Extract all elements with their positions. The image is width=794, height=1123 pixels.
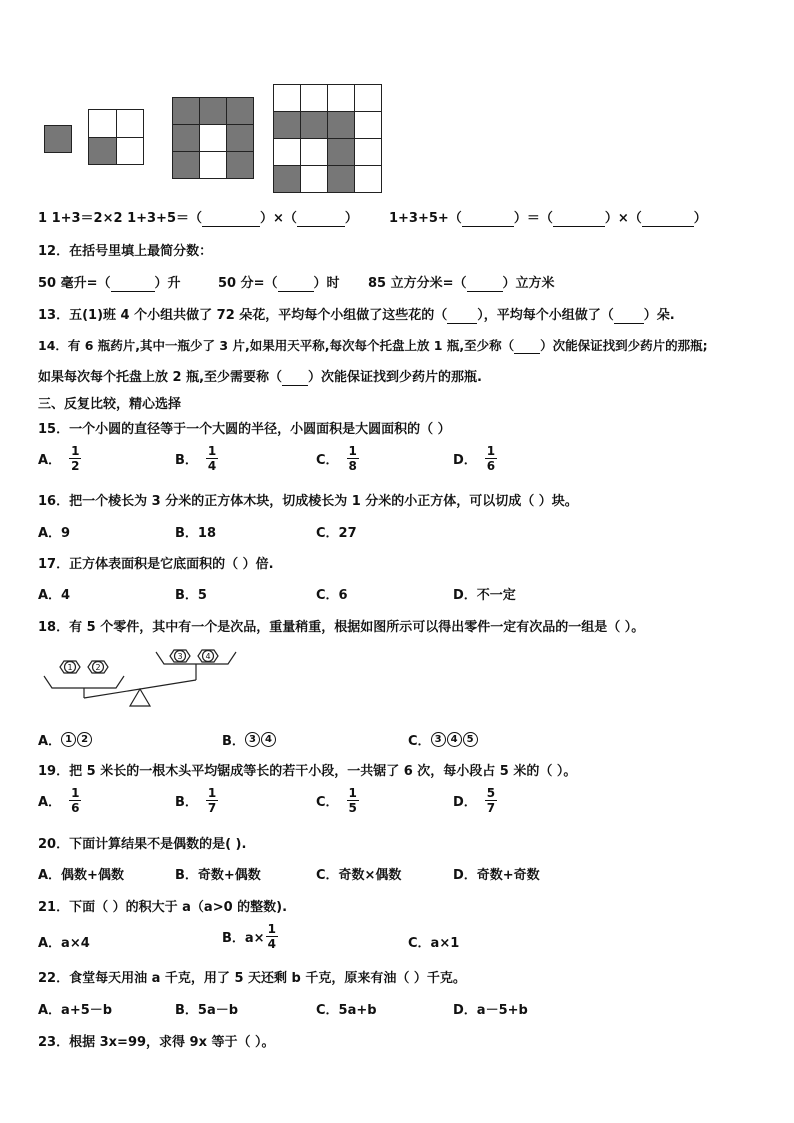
fraction: $\frac{1}{4}$ <box>207 444 217 473</box>
option-b[interactable]: B．5a－b <box>175 1003 239 1018</box>
question-14-line-2: 如果每次每个托盘上放 2 瓶,至少需要称（ ）次能保证找到少药片的那瓶. <box>38 370 482 385</box>
part-label: 3 <box>177 652 183 661</box>
option-a[interactable]: A．4 <box>38 588 71 603</box>
blank[interactable] <box>297 211 345 227</box>
question-12-b: 50 分=（ ）时 <box>218 276 340 291</box>
grid-1x1 <box>44 125 72 153</box>
question-20: 20．下面计算结果不是偶数的是( ). <box>38 837 247 852</box>
option-c[interactable]: C．6 <box>316 588 348 603</box>
balance-scale-figure <box>40 640 240 720</box>
circled-number: 4 <box>261 732 276 747</box>
blank[interactable] <box>467 276 503 292</box>
option-c[interactable]: C． $\frac{1}{5}$ <box>316 786 357 815</box>
blank[interactable] <box>642 211 694 227</box>
right-pan <box>156 652 236 664</box>
grid-4x4 <box>273 84 381 192</box>
fraction: $\frac{1}{4}$ <box>267 922 276 951</box>
circled-number: 4 <box>447 732 462 747</box>
fraction: $\frac{5}{7}$ <box>486 786 496 815</box>
option-b[interactable]: B． $\frac{1}{7}$ <box>175 786 217 815</box>
section-heading: 三、反复比较，精心选择 <box>38 397 182 412</box>
fraction: $\frac{1}{2}$ <box>71 444 80 473</box>
circled-number: 3 <box>431 732 446 747</box>
question-13: 13．五(1)班 4 个小组共做了 72 朵花，平均每个小组做了这些花的（ ），平均每个小组做了（ ）朵. <box>38 308 675 323</box>
option-a[interactable]: A． $\frac{1}{6}$ <box>38 786 80 815</box>
option-b[interactable]: B． 3 4 <box>222 730 277 749</box>
question-12-c: 85 立方分米=（ ）立方米 <box>368 276 555 291</box>
blank[interactable] <box>202 211 260 227</box>
option-a[interactable]: A． $\frac{1}{2}$ <box>38 444 80 473</box>
blank[interactable] <box>514 338 540 354</box>
left-pan <box>44 676 124 688</box>
part-label: 4 <box>205 652 211 661</box>
option-c[interactable]: C． $\frac{1}{8}$ <box>316 444 357 473</box>
circled-number: 3 <box>245 732 260 747</box>
option-a[interactable]: A．a×4 <box>38 936 90 951</box>
part-label: 2 <box>95 663 101 672</box>
option-c[interactable]: C．27 <box>316 526 357 541</box>
question-19: 19．把 5 米长的一根木头平均锯成等长的若干小段，一共锯了 6 次，每小段占 5 米的（ ）。 <box>38 764 577 779</box>
blank[interactable] <box>462 211 514 227</box>
circled-number: 5 <box>463 732 478 747</box>
option-d[interactable]: D． $\frac{5}{7}$ <box>453 786 496 815</box>
circled-number: 1 <box>61 732 76 747</box>
question-17: 17．正方体表面积是它底面积的（ ）倍. <box>38 557 274 572</box>
question-12-a: 50 毫升=（ ）升 <box>38 276 181 291</box>
question-22: 22．食堂每天用油 a 千克，用了 5 天还剩 b 千克，原来有油（ ）千克。 <box>38 971 466 986</box>
question-14-line-1: 14．有 6 瓶药片,其中一瓶少了 3 片,如果用天平称,每次每个托盘上放 1 瓶,至少称（ ）次能保证找到少药片的那瓶; <box>38 338 708 353</box>
question-18: 18．有 5 个零件，其中有一个是次品，重量稍重，根据如图所示可以得出零件一定有次品的一组是（ ）。 <box>38 620 645 635</box>
option-c[interactable]: C．奇数×偶数 <box>316 868 402 883</box>
option-c[interactable]: C．a×1 <box>408 936 460 951</box>
question-23: 23．根据 3x=99，求得 9x 等于（ ）。 <box>38 1035 275 1050</box>
blank[interactable] <box>553 211 605 227</box>
fraction: $\frac{1}{8}$ <box>348 444 357 473</box>
option-b[interactable]: B．奇数+偶数 <box>175 868 261 883</box>
fulcrum <box>130 689 150 706</box>
option-d[interactable]: D． $\frac{1}{6}$ <box>453 444 496 473</box>
question-12-title: 12．在括号里填上最简分数： <box>38 244 213 259</box>
option-b[interactable]: B．18 <box>175 526 216 541</box>
fraction: $\frac{1}{6}$ <box>486 444 496 473</box>
fraction: $\frac{1}{6}$ <box>71 786 80 815</box>
option-c[interactable]: C．5a+b <box>316 1003 377 1018</box>
blank[interactable] <box>111 276 155 292</box>
option-b[interactable]: B．5 <box>175 588 207 603</box>
option-a[interactable]: A．偶数+偶数 <box>38 868 124 883</box>
option-b[interactable]: B． $\frac{1}{4}$ <box>175 444 217 473</box>
fraction: $\frac{1}{5}$ <box>348 786 357 815</box>
option-d[interactable]: D．a－5+b <box>453 1003 528 1018</box>
question-21: 21．下面（ ）的积大于 a（a>0 的整数). <box>38 900 288 915</box>
option-c[interactable]: C． 3 4 5 <box>408 730 479 749</box>
option-a[interactable]: A．a+5－b <box>38 1003 113 1018</box>
grid-2x2 <box>88 109 144 165</box>
question-16: 16．把一个棱长为 3 分米的正方体木块，切成棱长为 1 分米的小正方体，可以切成（ ）块。 <box>38 494 578 509</box>
option-a[interactable]: A．9 <box>38 526 71 541</box>
part-label: 1 <box>67 663 73 672</box>
question-11-line: 1 1+3＝2×2 1+3+5＝（ ）×（ ） 1+3+5+（ ）＝（ ）×（ ） <box>38 211 707 226</box>
option-a[interactable]: A． 1 2 <box>38 730 93 749</box>
grid-3x3 <box>172 97 253 178</box>
option-d[interactable]: D．不一定 <box>453 588 516 603</box>
option-d[interactable]: D．奇数+奇数 <box>453 868 540 883</box>
fraction: $\frac{1}{7}$ <box>207 786 217 815</box>
question-15: 15．一个小圆的直径等于一个大圆的半径，小圆面积是大圆面积的（ ） <box>38 422 451 437</box>
blank[interactable] <box>282 370 308 386</box>
option-b[interactable]: B．a× $\frac{1}{4}$ <box>222 922 276 951</box>
blank[interactable] <box>278 276 314 292</box>
blank[interactable] <box>447 308 477 324</box>
blank[interactable] <box>614 308 644 324</box>
circled-number: 2 <box>77 732 92 747</box>
